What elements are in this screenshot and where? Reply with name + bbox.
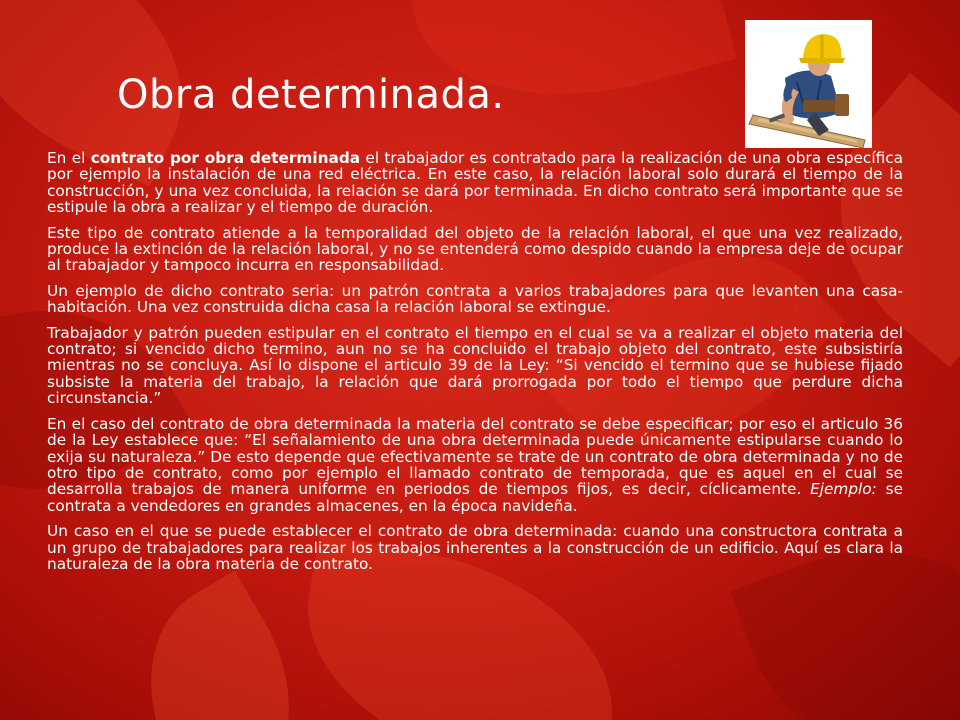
background-leaf bbox=[105, 571, 335, 720]
paragraph bbox=[47, 416, 903, 514]
paragraph-text: se contrata a vendedores en grandes almacenes, en la época navideña. bbox=[47, 480, 903, 515]
paragraph-text: En el bbox=[47, 149, 91, 167]
paragraph: Un ejemplo de dicho contrato seria: un patrón contrata a varios trabajadores para que levanten una casa-habitación. Una vez construida dicha casa la relación laboral se extingue. bbox=[47, 281, 903, 317]
paragraph-text: En el caso del contrato de obra determinada la materia del contrato se debe especificar; por eso el articulo 36 de la Ley establece que: “El señalamiento de una obra determinada puede únicamente estipularse cuando lo exija su naturaleza.” De esto depende que efectivamente se trate de un contrato de obra determinada y no de otro tipo de contrato, como por ejemplo el llamado contrato de temporada, que es aquel en el cual se desarrolla trabajos de manera uniforme en periodos de tiempos fijos, es decir, cíclicamente. bbox=[47, 414, 903, 499]
slide-body bbox=[47, 150, 903, 581]
italic-term: Ejemplo: bbox=[810, 480, 877, 499]
paragraph-text: el trabajador es contratado para la realización de una obra específica por ejemplo la instalación de una red eléctrica. En este caso, la relación laboral solo durará el tiempo de la construcción, y una vez concluida, la relación se dará por terminada. En dicho contrato será importante que se estipule la obra a realizar y el tiempo de duración. bbox=[47, 149, 903, 217]
paragraph: Este tipo de contrato atiende a la temporalidad del objeto de la relación laboral, el que una vez realizado, produce la extinción de la relación laboral, y no se entenderá como despido cuando la empresa deje de ocupar al trabajador y tampoco incurra en responsabilidad. bbox=[47, 223, 903, 275]
slide-title: Obra determinada. bbox=[117, 72, 505, 118]
construction-worker-image bbox=[745, 20, 872, 148]
paragraph: Trabajador y patrón pueden estipular en el contrato el tiempo en el cual se va a realizar el objeto materia del contrato; si vencido dicho termino, aun no se ha concluido el trabajo objeto del contrato, este subsistiría mientras no se concluya. Así lo dispone el articulo 39 de la Ley: “Si vencido el termino que se hubiese fijado subsiste la materia del trabajo, la relación que dará prorrogada por todo el tiempo que perdure dicha circunstancia.” bbox=[47, 323, 903, 408]
paragraph bbox=[47, 150, 903, 216]
paragraph: Un caso en el que se puede establecer el contrato de obra determinada: cuando una constructora contrata a un grupo de trabajadores para realizar los trabajos inherentes a la construcción de un edificio. Aquí es clara la naturaleza de la obra materia de contrato. bbox=[47, 522, 903, 573]
bold-term: contrato por obra determinada bbox=[90, 149, 361, 167]
construction-worker-icon bbox=[745, 20, 872, 148]
